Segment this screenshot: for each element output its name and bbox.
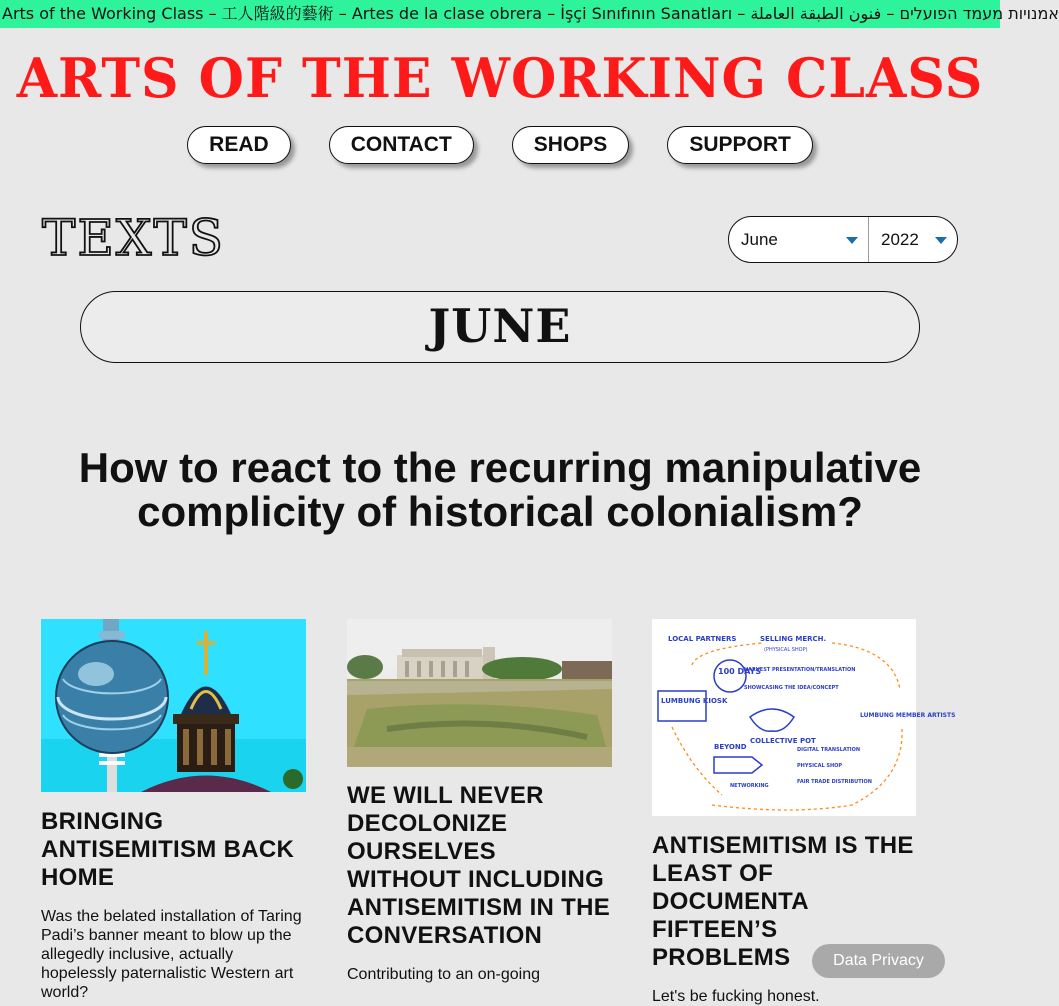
date-filter [728, 216, 958, 263]
nav-shops-button[interactable]: SHOPS [512, 126, 630, 164]
data-privacy-button[interactable]: Data Privacy [812, 944, 945, 978]
svg-text:DIGITAL TRANSLATION: DIGITAL TRANSLATION [797, 747, 861, 753]
svg-text:FAIR TRADE DISTRIBUTION: FAIR TRADE DISTRIBUTION [797, 779, 872, 785]
svg-text:LUMBUNG MEMBER ARTISTS: LUMBUNG MEMBER ARTISTS [860, 712, 956, 719]
nav-read-button[interactable]: READ [187, 126, 291, 164]
main-nav [0, 126, 1000, 164]
svg-text:LUMBUNG KIOSK: LUMBUNG KIOSK [661, 697, 728, 705]
site-title[interactable]: ARTS OF THE WORKING CLASS [16, 46, 984, 111]
nav-contact-button[interactable]: CONTACT [329, 126, 474, 164]
month-select-value: June [741, 229, 778, 249]
chevron-down-icon [846, 237, 858, 244]
chevron-down-icon [935, 237, 947, 244]
article-card [347, 619, 612, 984]
article-excerpt: Contributing to an on-going [347, 966, 541, 983]
nav-support-button[interactable]: SUPPORT [667, 126, 813, 164]
svg-text:NETWORKING: NETWORKING [730, 783, 769, 789]
svg-text:SELLING MERCH.: SELLING MERCH. [760, 635, 827, 643]
article-title[interactable]: BRINGING ANTISEMITISM BACK HOME [41, 808, 295, 891]
feature-title: How to react to the recurring manipulative complicity of historical colonialism? [78, 444, 922, 535]
svg-text:BEYOND: BEYOND [714, 743, 747, 751]
month-select[interactable] [729, 217, 869, 262]
article-excerpt: Let's be fucking honest. [652, 988, 820, 1005]
tv-tower-illustration [41, 619, 306, 792]
article-title[interactable]: ANTISEMITISM IS THE LEAST OF DOCUMENTA FIFTEEN’S PROBLEMS [652, 832, 914, 971]
article-image-berlin[interactable] [41, 619, 306, 792]
year-select[interactable] [869, 217, 957, 262]
article-image-diagram[interactable] [652, 619, 956, 816]
svg-text:PHYSICAL SHOP: PHYSICAL SHOP [797, 763, 843, 769]
ticker-text: Arts of the Working Class – 工人階級的藝術 – Artes de la clase obrera – İşçi Sınıfının Sanatları – אמנויות מעמד הפועלים – فنون الطبقة العاملة [2, 4, 1059, 23]
svg-text:COLLECTIVE POT: COLLECTIVE POT [750, 737, 816, 745]
month-heading: JUNE [80, 291, 920, 363]
lumbung-diagram-illustration [652, 619, 956, 816]
year-select-value: 2022 [881, 229, 919, 249]
article-excerpt: Was the belated installation of Taring Padi’s banner meant to blow up the allegedly inclusive, actually hopelessly paternalistic Western art world? [41, 908, 302, 1001]
ticker-banner [0, 0, 1059, 28]
svg-text:(PHYSICAL SHOP): (PHYSICAL SHOP) [764, 647, 808, 653]
article-title[interactable]: WE WILL NEVER DECOLONIZE OURSELVES WITHOUT INCLUDING ANTISEMITISM IN THE CONVERSATION [347, 782, 611, 949]
svg-text:100 DAYS: 100 DAYS [718, 667, 762, 676]
section-title: TEXTS [42, 209, 226, 267]
svg-text:HARVEST PRESENTATION/TRANSLATI: HARVEST PRESENTATION/TRANSLATION [744, 667, 856, 673]
article-card [41, 619, 306, 1002]
article-image-lawn[interactable] [347, 619, 612, 767]
svg-text:SHOWCASING THE IDEA/CONCEPT: SHOWCASING THE IDEA/CONCEPT [744, 685, 839, 691]
svg-text:LOCAL PARTNERS: LOCAL PARTNERS [668, 635, 737, 643]
lawn-photo-illustration [347, 619, 612, 767]
